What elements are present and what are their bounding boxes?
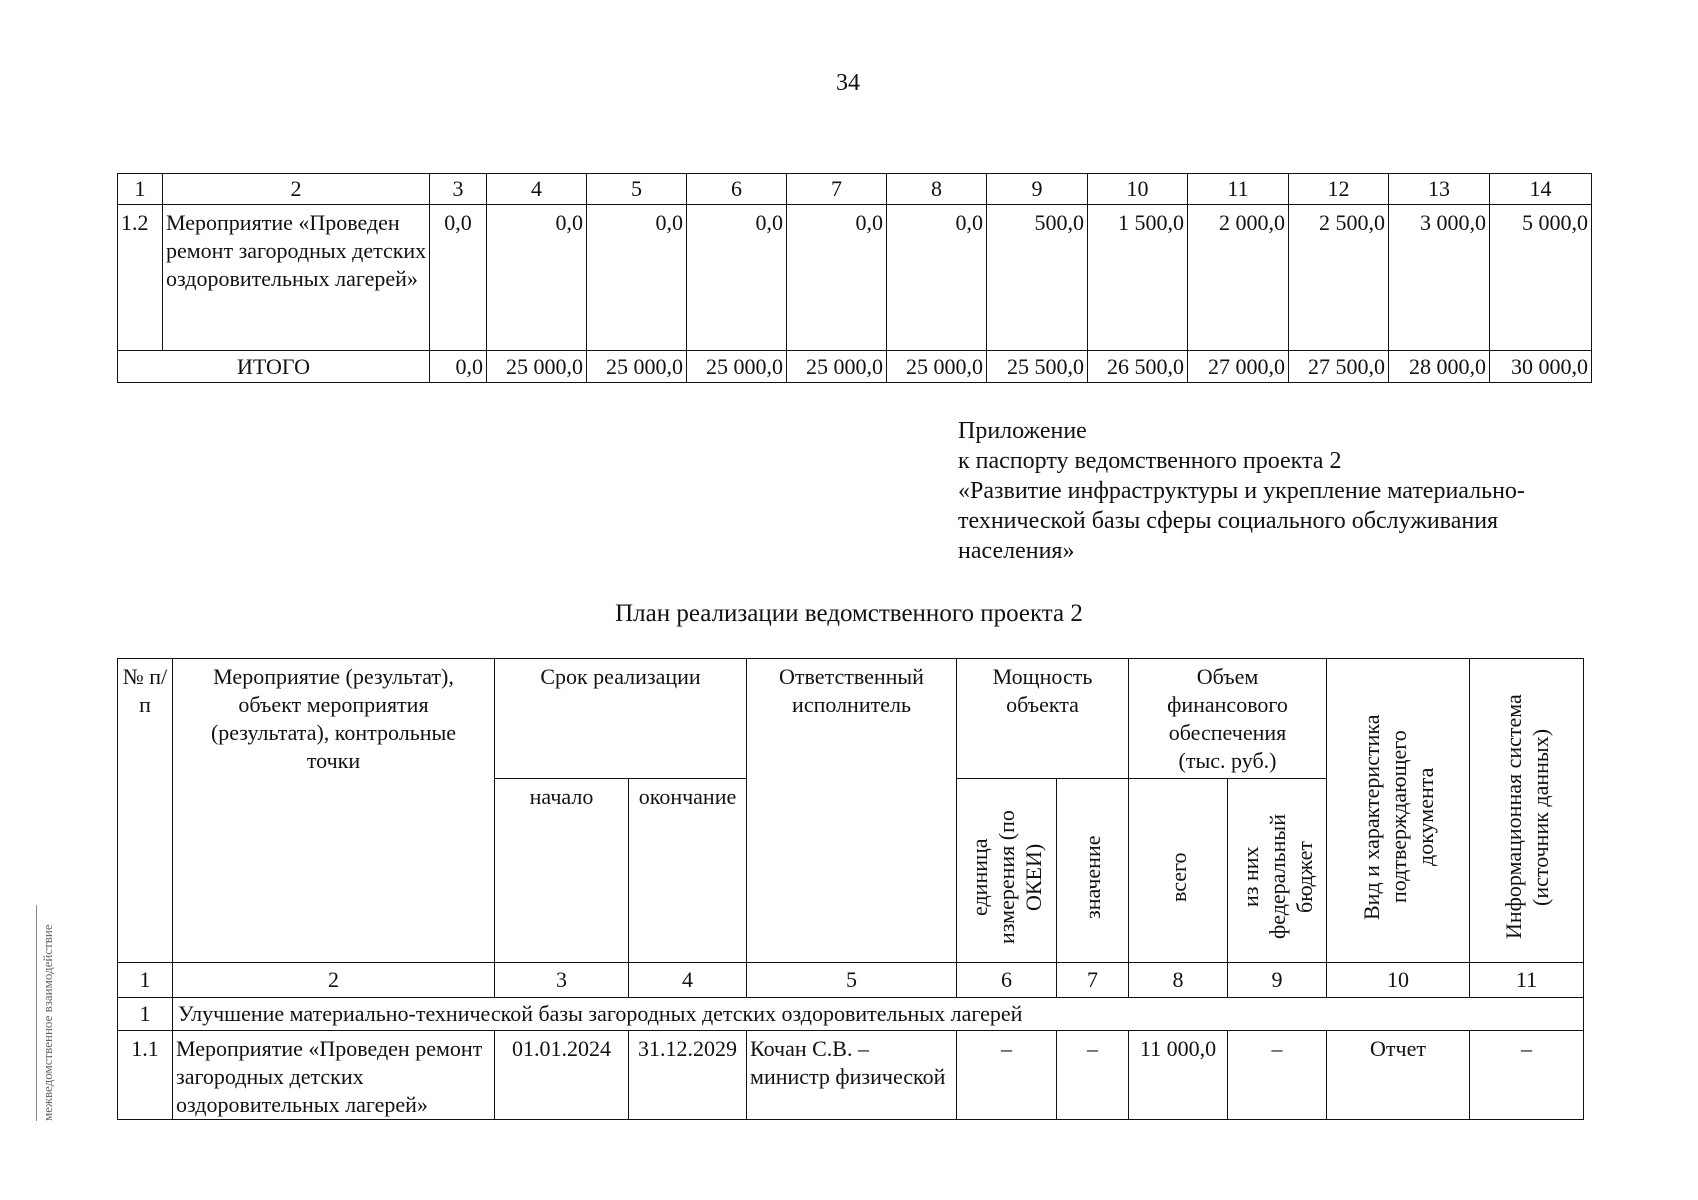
value-cell: 2 000,0 (1188, 205, 1289, 351)
column-number: 6 (957, 963, 1057, 998)
header-cell: 2 (163, 174, 430, 205)
header-doc-text: Вид и характеристика подтверждающего документа (1358, 714, 1438, 920)
row-number: 1.2 (118, 205, 163, 351)
header-cell: 14 (1490, 174, 1592, 205)
column-number: 10 (1327, 963, 1470, 998)
header-cell: 3 (430, 174, 487, 205)
row-name: Мероприятие «Проведен ремонт загородных детских оздоровительных лагерей» (163, 205, 430, 351)
page-number: 34 (836, 70, 860, 96)
header-unit (957, 779, 1057, 963)
header-cell: 5 (587, 174, 687, 205)
header-finance: Объем финансового обеспечения (тыс. руб.) (1129, 659, 1327, 779)
column-number: 7 (1057, 963, 1129, 998)
header-doc (1327, 659, 1470, 963)
header-start: начало (495, 779, 629, 963)
total-cell: 27 000,0 (1188, 351, 1289, 383)
table-row (118, 1031, 1584, 1120)
header-num: № п/п (118, 659, 173, 963)
column-number: 1 (118, 963, 173, 998)
header-period: Срок реализации (495, 659, 747, 779)
value-cell: 5 000,0 (1490, 205, 1592, 351)
row-unit: – (957, 1031, 1057, 1120)
header-capacity: Мощность объекта (957, 659, 1129, 779)
budget-table (117, 173, 1592, 383)
appendix-line: «Развитие инфраструктуры и укрепление материально- (958, 478, 1525, 504)
row-total: 11 000,0 (1129, 1031, 1228, 1120)
header-infosys-text: Информационная система (источник данных) (1500, 694, 1553, 940)
header-value (1057, 779, 1129, 963)
total-cell: 28 000,0 (1389, 351, 1490, 383)
total-row (118, 351, 1592, 383)
header-cell: 13 (1389, 174, 1490, 205)
row-number: 1.1 (118, 1031, 173, 1120)
total-cell: 25 500,0 (987, 351, 1088, 383)
header-unit-text: единица измерения (по ОКЕИ) (967, 810, 1047, 944)
header-value-text: значение (1080, 835, 1106, 919)
row-start: 01.01.2024 (495, 1031, 629, 1120)
header-federal (1228, 779, 1327, 963)
value-cell: 2 500,0 (1289, 205, 1389, 351)
row-infosys: – (1470, 1031, 1584, 1120)
plan-table (117, 658, 1584, 1120)
header-cell: 6 (687, 174, 787, 205)
header-cell: 1 (118, 174, 163, 205)
total-label: ИТОГО (118, 351, 430, 383)
value-cell: 0,0 (587, 205, 687, 351)
value-cell: 0,0 (687, 205, 787, 351)
section-title: Улучшение материально-технической базы загородных детских оздоровительных лагерей (173, 998, 1584, 1031)
total-cell: 25 000,0 (687, 351, 787, 383)
stamp-text: межведомственное взаимодействие (40, 924, 55, 1121)
budget-header-row (118, 174, 1592, 205)
value-cell: 0,0 (487, 205, 587, 351)
total-cell: 0,0 (430, 351, 487, 383)
section-number: 1 (118, 998, 173, 1031)
header-cell: 7 (787, 174, 887, 205)
row-federal: – (1228, 1031, 1327, 1120)
row-event: Мероприятие «Проведен ремонт загородных детских оздоровительных лагерей» (173, 1031, 495, 1120)
value-cell: 500,0 (987, 205, 1088, 351)
row-doc: Отчет (1327, 1031, 1470, 1120)
header-cell: 9 (987, 174, 1088, 205)
plan-header-row (118, 659, 1584, 779)
appendix-line: к паспорту ведомственного проекта 2 (958, 448, 1342, 474)
header-end: окончание (629, 779, 747, 963)
total-cell: 27 500,0 (1289, 351, 1389, 383)
total-cell: 26 500,0 (1088, 351, 1188, 383)
header-total-text: всего (1165, 852, 1191, 902)
header-total (1129, 779, 1228, 963)
row-end: 31.12.2029 (629, 1031, 747, 1120)
appendix-line: населения» (958, 538, 1075, 564)
total-cell: 25 000,0 (487, 351, 587, 383)
header-cell: 4 (487, 174, 587, 205)
plan-title: План реализации ведомственного проекта 2 (615, 600, 1083, 627)
value-cell: 1 500,0 (1088, 205, 1188, 351)
header-event: Мероприятие (результат), объект мероприятия (результата), контрольные точки (173, 659, 495, 963)
header-responsible: Ответственный исполнитель (747, 659, 957, 963)
appendix-note (958, 416, 1598, 566)
header-cell: 8 (887, 174, 987, 205)
value-cell: 0,0 (787, 205, 887, 351)
value-cell: 0,0 (887, 205, 987, 351)
appendix-line: технической базы сферы социального обслуживания (958, 508, 1499, 534)
total-cell: 25 000,0 (587, 351, 687, 383)
column-number: 9 (1228, 963, 1327, 998)
column-number: 2 (173, 963, 495, 998)
column-number: 5 (747, 963, 957, 998)
header-infosys (1470, 659, 1584, 963)
total-cell: 25 000,0 (787, 351, 887, 383)
value-cell: 0,0 (430, 205, 487, 351)
header-cell: 12 (1289, 174, 1389, 205)
column-number: 11 (1470, 963, 1584, 998)
appendix-line: Приложение (958, 418, 1087, 444)
total-cell: 25 000,0 (887, 351, 987, 383)
value-cell: 3 000,0 (1389, 205, 1490, 351)
column-number: 8 (1129, 963, 1228, 998)
column-number: 4 (629, 963, 747, 998)
column-number-row (118, 963, 1584, 998)
row-value: – (1057, 1031, 1129, 1120)
total-cell: 30 000,0 (1490, 351, 1592, 383)
table-row (118, 205, 1592, 351)
section-row (118, 998, 1584, 1031)
header-federal-text: из них федеральный бюджет (1237, 814, 1317, 940)
header-cell: 10 (1088, 174, 1188, 205)
row-responsible: Кочан С.В. – министр физической (747, 1031, 957, 1120)
column-number: 3 (495, 963, 629, 998)
header-cell: 11 (1188, 174, 1289, 205)
